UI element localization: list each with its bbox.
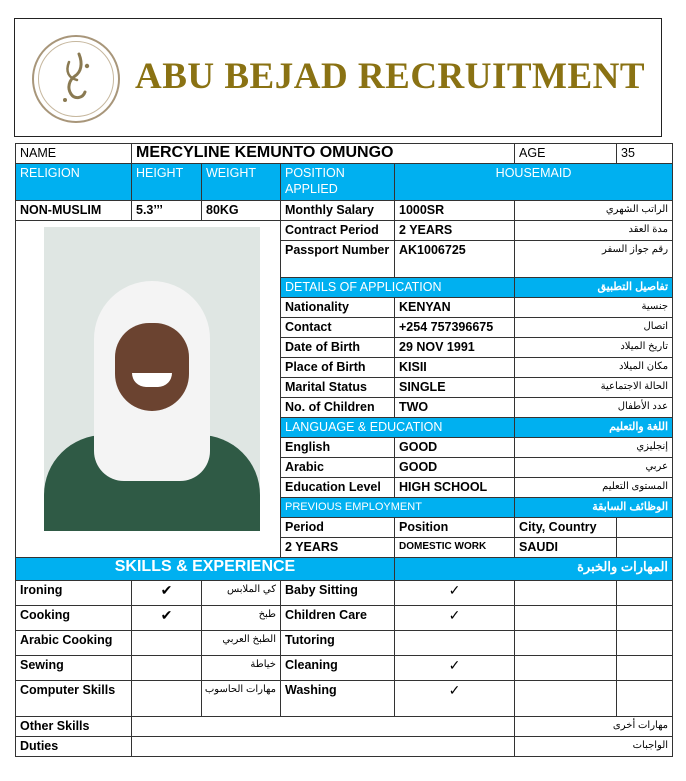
skill-tutoring-check: [395, 631, 515, 656]
arabic-arabic: عربي: [515, 458, 673, 478]
skill-cooking-label: Cooking: [16, 606, 132, 631]
marital-arabic: الحالة الاجتماعية: [515, 378, 673, 398]
skill-row: [16, 606, 673, 631]
children-arabic: عدد الأطفال: [515, 398, 673, 418]
contact-value: +254 757396675: [395, 318, 515, 338]
weight-label: WEIGHT: [202, 164, 281, 201]
duties-arabic: الواجبات: [515, 737, 673, 757]
contract-period-row: [16, 221, 673, 241]
skill-cleaning-check: ✓: [395, 656, 515, 681]
duties-label: Duties: [16, 737, 132, 757]
period-value: 2 YEARS: [395, 221, 515, 241]
skill-childcare-label: Children Care: [281, 606, 395, 631]
application-title: DETAILS OF APPLICATION: [281, 278, 515, 298]
religion-value: NON-MUSLIM: [16, 201, 132, 221]
pob-label: Place of Birth: [281, 358, 395, 378]
attribute-header-row: [16, 164, 673, 201]
passport-label: Passport Number: [281, 241, 395, 278]
employment-location: SAUDI: [515, 538, 617, 558]
salary-value: 1000SR: [395, 201, 515, 221]
skill-empty-cell: [515, 581, 617, 606]
skill-cleaning-label: Cleaning: [281, 656, 395, 681]
employment-empty-cell: [617, 518, 673, 538]
weight-value: 80KG: [202, 201, 281, 221]
skill-arabic-cooking-check: [132, 631, 202, 656]
employment-position-label: Position: [395, 518, 515, 538]
skill-empty-cell: [515, 631, 617, 656]
height-label: HEIGHT: [132, 164, 202, 201]
nationality-value: KENYAN: [395, 298, 515, 318]
education-label: Education Level: [281, 478, 395, 498]
skill-computer-arabic: مهارات الحاسوب: [202, 681, 281, 717]
skill-ironing-check: ✔: [132, 581, 202, 606]
passport-value: AK1006725: [395, 241, 515, 278]
salary-label: Monthly Salary: [281, 201, 395, 221]
skill-cooking-check: ✔: [132, 606, 202, 631]
nationality-label: Nationality: [281, 298, 395, 318]
logo-calligraphy-icon: [39, 42, 113, 116]
language-title: LANGUAGE & EDUCATION: [281, 418, 515, 438]
other-skills-label: Other Skills: [16, 717, 132, 737]
other-skills-row: [16, 717, 673, 737]
dob-arabic: تاريخ الميلاد: [515, 338, 673, 358]
company-name: ABU BEJAD RECRUITMENT: [135, 56, 646, 97]
age-label: AGE: [515, 144, 617, 164]
skill-tutoring-label: Tutoring: [281, 631, 395, 656]
pob-arabic: مكان الميلاد: [515, 358, 673, 378]
skills-section-header: [16, 558, 673, 581]
height-value: 5.3’’’: [132, 201, 202, 221]
position-value: HOUSEMAID: [395, 164, 673, 201]
english-label: English: [281, 438, 395, 458]
application-form: [15, 143, 673, 757]
skill-empty-cell: [617, 606, 673, 631]
employment-period-label: Period: [281, 518, 395, 538]
skill-babysitting-label: Baby Sitting: [281, 581, 395, 606]
marital-label: Marital Status: [281, 378, 395, 398]
employment-empty-cell-2: [617, 538, 673, 558]
candidate-name: MERCYLINE KEMUNTO OMUNGO: [132, 144, 515, 164]
letterhead: [14, 18, 662, 137]
duties-value: [132, 737, 515, 757]
skill-sewing-check: [132, 656, 202, 681]
age-value: 35: [617, 144, 673, 164]
employment-period: 2 YEARS: [281, 538, 395, 558]
english-value: GOOD: [395, 438, 515, 458]
skills-title: SKILLS & EXPERIENCE: [16, 558, 395, 581]
skill-row: [16, 581, 673, 606]
skill-childcare-check: ✓: [395, 606, 515, 631]
religion-label: RELIGION: [16, 164, 132, 201]
arabic-value: GOOD: [395, 458, 515, 478]
language-title-arabic: اللغة والتعليم: [515, 418, 673, 438]
skill-row: [16, 681, 673, 717]
skill-washing-label: Washing: [281, 681, 395, 717]
contact-arabic: اتصال: [515, 318, 673, 338]
salary-arabic: الراتب الشهري: [515, 201, 673, 221]
skill-ironing-arabic: كي الملابس: [202, 581, 281, 606]
marital-value: SINGLE: [395, 378, 515, 398]
skill-empty-cell: [617, 656, 673, 681]
skill-cooking-arabic: طبخ: [202, 606, 281, 631]
employment-title: PREVIOUS EMPLOYMENT: [281, 498, 515, 518]
period-label: Contract Period: [281, 221, 395, 241]
employment-location-label: City, Country: [515, 518, 617, 538]
skill-sewing-label: Sewing: [16, 656, 132, 681]
skill-washing-check: ✓: [395, 681, 515, 717]
passport-arabic: رقم جواز السفر: [515, 241, 673, 278]
skill-ironing-label: Ironing: [16, 581, 132, 606]
skill-arabic-cooking-label: Arabic Cooking: [16, 631, 132, 656]
skill-empty-cell: [515, 681, 617, 717]
skill-empty-cell: [617, 681, 673, 717]
skills-title-arabic: المهارات والخبرة: [395, 558, 673, 581]
photo-face: [115, 323, 189, 411]
skill-row: [16, 656, 673, 681]
period-arabic: مدة العقد: [515, 221, 673, 241]
other-skills-arabic: مهارات أخرى: [515, 717, 673, 737]
education-value: HIGH SCHOOL: [395, 478, 515, 498]
education-arabic: المستوى التعليم: [515, 478, 673, 498]
application-title-arabic: تفاصيل التطبيق: [515, 278, 673, 298]
skill-sewing-arabic: خياطة: [202, 656, 281, 681]
name-label: NAME: [16, 144, 132, 164]
position-label: POSITION APPLIED: [281, 164, 395, 201]
skill-computer-check: [132, 681, 202, 717]
skill-babysitting-check: ✓: [395, 581, 515, 606]
dob-value: 29 NOV 1991: [395, 338, 515, 358]
skill-empty-cell: [515, 606, 617, 631]
contact-label: Contact: [281, 318, 395, 338]
duties-row: [16, 737, 673, 757]
name-row: [16, 144, 673, 164]
skill-empty-cell: [617, 581, 673, 606]
employment-position: DOMESTIC WORK: [395, 538, 515, 558]
dob-label: Date of Birth: [281, 338, 395, 358]
attribute-value-row: [16, 201, 673, 221]
skill-computer-label: Computer Skills: [16, 681, 132, 717]
candidate-photo: [44, 227, 260, 531]
employment-title-arabic: الوظائف السابقة: [515, 498, 673, 518]
other-skills-value: [132, 717, 515, 737]
children-label: No. of Children: [281, 398, 395, 418]
arabic-label: Arabic: [281, 458, 395, 478]
children-value: TWO: [395, 398, 515, 418]
english-arabic: إنجليزي: [515, 438, 673, 458]
nationality-arabic: جنسية: [515, 298, 673, 318]
pob-value: KISII: [395, 358, 515, 378]
logo-ring: [38, 41, 114, 117]
skill-arabic-cooking-arabic: الطبخ العربي: [202, 631, 281, 656]
photo-cell: [16, 221, 281, 558]
skill-row: [16, 631, 673, 656]
company-logo: [32, 35, 120, 123]
skill-empty-cell: [515, 656, 617, 681]
skill-empty-cell: [617, 631, 673, 656]
